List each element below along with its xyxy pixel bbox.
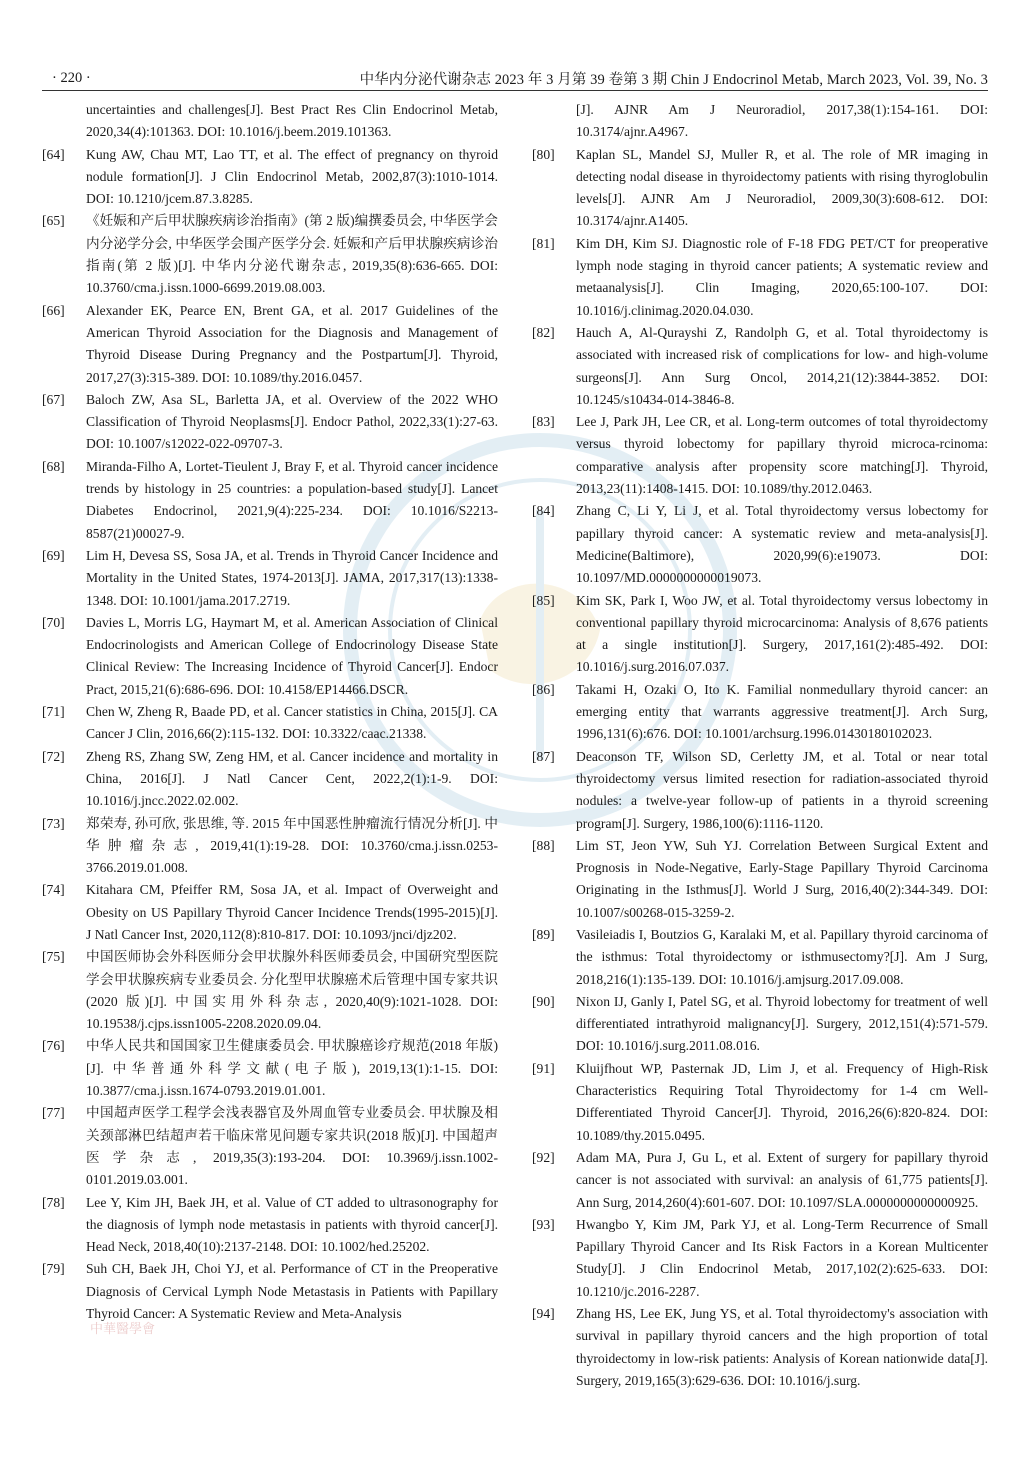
page-number: · 220 · — [52, 69, 91, 86]
reference-68: [68] Miranda-Filho A, Lortet-Tieulent J, Bray F, et al. Thyroid cancer incidence trends by histology in 25 countries: a population-based study[J]. Lancet Diabetes Endocrinol, 2021,9(4):225-234. DOI: 10.1016/S2213-8587(21)00027-9. — [42, 458, 498, 541]
reference-94: [94] Zhang HS, Lee EK, Jung YS, et al. Total thyroidectomy's association with survival in papillary thyroid cancers and the high proportion of total thyroidectomy in low-risk patients: Analysis of Korean nationwide data[J]. Surgery, 2019,165(3):629-636. DOI: 10.1016/j.surg. — [532, 1306, 988, 1388]
running-head: 中华内分泌代谢杂志 2023 年 3 月第 39 卷第 3 期 Chin J Endocrinol Metab, March 2023, Vol. 39, No. 3 — [359, 71, 988, 88]
reference-77: [77] 中国超声医学工程学会浅表器官及外周血管专业委员会. 甲状腺及相关颈部淋巴结超声若干临床常见问题专家共识(2018 版)[J]. 中国超声医学杂志, 2019,35(3):193-204. DOI: 10.3969/j.issn.1002-0101.2019.03.001. — [42, 1105, 498, 1188]
reference-71: [71] Chen W, Zheng R, Baade PD, et al. Cancer statistics in China, 2015[J]. CA Cancer J Clin, 2016,66(2):115-132. DOI: 10.3322/caac.21338. — [42, 704, 498, 742]
reference-66: [66] Alexander EK, Pearce EN, Brent GA, et al. 2017 Guidelines of the American Thyroid Association for the Diagnosis and Management of Thyroid Disease During Pregnancy and the Postpartum[J]. Thyroid, 2017,27(3):315-389. DOI: 10.1089/thy.2016.0457. — [42, 302, 498, 385]
reference-79: [79] Suh CH, Baek JH, Choi YJ, et al. Performance of CT in the Preoperative Diagnosis of Cervical Lymph Node Metastasis in Patients with Papillary Thyroid Cancer: A Systematic Review and Meta-Analysis — [42, 1261, 498, 1322]
reference-81: [81] Kim DH, Kim SJ. Diagnostic role of F-18 FDG PET/CT for preoperative lymph node staging in thyroid cancer patients; A systematic review and metaanalysis[J]. Clin Imaging, 2020,65:100-107. DOI: 10.1016/j.clinimag.2020.04.030. — [532, 235, 988, 318]
reference-78: [78] Lee Y, Kim JH, Baek JH, et al. Value of CT added to ultrasonography for the diagnosis of lymph node metastasis in patients with thyroid cancer[J]. Head Neck, 2018,40(10):2137-2148. DOI: 10.1002/hed.25202. — [42, 1194, 498, 1255]
reference-83: [83] Lee J, Park JH, Lee CR, et al. Long-term outcomes of total thyroidectomy versus thyroid lobectomy for papillary thyroid microca-rcinoma: comparative analysis after propensity score matching[J]. Thyroid, 2013,23(11):1408-1415. DOI: 10.1089/thy.2012.0463. — [532, 414, 988, 497]
reference-80: [80] Kaplan SL, Mandel SJ, Muller R, et al. The role of MR imaging in detecting nodal disease in thyroidectomy patients with rising thyroglobulin levels[J]. AJNR Am J Neuroradiol, 2009,30(3):608-612. DOI: 10.3174/ajnr.A1405. — [532, 146, 988, 229]
reference-87: [87] Deaconson TF, Wilson SD, Cerletty JM, et al. Total or near total thyroidectomy versus limited resection for radiation-associated thyroid nodules: a twelve-year follow-up of patients in a thyroid screening program[J]. Surgery, 1986,100(6):1116-1120. — [532, 748, 988, 831]
reference-89: [89] Vasileiadis I, Boutzios G, Karalaki M, et al. Papillary thyroid carcinoma of the isthmus: Total thyroidectomy or isthmusectomy?[J]. Am J Surg, 2018,216(1):135-139. DOI: 10.1016/j.amjsurg.2017.09.008. — [532, 926, 988, 987]
reference-72: [72] Zheng RS, Zhang SW, Zeng HM, et al. Cancer incidence and mortality in China, 2016[J]. J Natl Cancer Cent, 2022,2(1):1-9. DOI: 10.1016/j.jncc.2022.02.002. — [42, 748, 498, 809]
publisher-watermark: 中華醫學會 — [90, 1321, 156, 1336]
reference-69: [69] Lim H, Devesa SS, Sosa JA, et al. Trends in Thyroid Cancer Incidence and Mortality in the United States, 1974-2013[J]. JAMA, 2017,317(13):1338-1348. DOI: 10.1001/jama.2017.2719. — [42, 547, 498, 608]
reference-continuation: uncertainties and challenges[J]. Best Pract Res Clin Endocrinol Metab, 2020,34(4):101363. DOI: 10.1016/j.beem.2019.101363. — [86, 102, 498, 140]
reference-82: [82] Hauch A, Al-Qurayshi Z, Randolph G, et al. Total thyroidectomy is associated with increased risk of complications for low- and high-volume surgeons[J]. Ann Surg Oncol, 2014,21(12):3844-3852. DOI: 10.1245/s10434-014-3846-8. — [532, 324, 988, 407]
reference-90: [90] Nixon IJ, Ganly I, Patel SG, et al. Thyroid lobectomy for treatment of well differentiated intrathyroid malignancy[J]. Surgery, 2012,151(4):571-579. DOI: 10.1016/j.surg.2011.08.016. — [532, 993, 988, 1054]
reference-76: [76] 中华人民共和国国家卫生健康委员会. 甲状腺癌诊疗规范(2018 年版)[J]. 中华普通外科学文献(电子版), 2019,13(1):1-15. DOI: 10.3877/cma.j.issn.1674-0793.2019.01.001. — [42, 1038, 498, 1099]
reference-75: [75] 中国医师协会外科医师分会甲状腺外科医师委员会, 中国研究型医院学会甲状腺疾病专业委员会. 分化型甲状腺癌术后管理中国专家共识(2020 版)[J]. 中国实用外科杂志, 2020,40(9):1021-1028. DOI: 10.19538/j.cjps.issn1005-2208.2020.09.04. — [42, 949, 498, 1032]
reference-88: [88] Lim ST, Jeon YW, Suh YJ. Correlation Between Surgical Extent and Prognosis in Node-Negative, Early-Stage Papillary Thyroid Carcinoma Originating in the Isthmus[J]. World J Surg, 2016,40(2):344-349. DOI: 10.1007/s00268-015-3259-2. — [532, 837, 988, 920]
reference-86: [86] Takami H, Ozaki O, Ito K. Familial nonmedullary thyroid cancer: an emerging entity that warrants aggressive treatment[J]. Arch Surg, 1996,131(6):676. DOI: 10.1001/archsurg.1996.01430180102023. — [532, 681, 988, 742]
reference-continuation: [J]. AJNR Am J Neuroradiol, 2017,38(1):154-161. DOI: 10.3174/ajnr.A4967. — [576, 102, 988, 140]
reference-85: [85] Kim SK, Park I, Woo JW, et al. Total thyroidectomy versus lobectomy in conventional papillary thyroid microcarcinoma: Analysis of 8,676 patients at a single institution[J]. Surgery, 2017,161(2):485-492. DOI: 10.1016/j.surg.2016.07.037. — [532, 592, 988, 675]
left-column — [42, 99, 498, 1392]
reference-84: [84] Zhang C, Li Y, Li J, et al. Total thyroidectomy versus lobectomy for papillary thyroid cancer: A systematic review and meta-analysis[J]. Medicine(Baltimore), 2020,99(6):e19073. DOI: 10.1097/MD.0000000000019073. — [532, 503, 988, 586]
reference-93: [93] Hwangbo Y, Kim JM, Park YJ, et al. Long-Term Recurrence of Small Papillary Thyroid Cancer and Its Risk Factors in a Korean Multicenter Study[J]. J Clin Endocrinol Metab, 2017,102(2):625-633. DOI: 10.1210/jc.2016-2287. — [532, 1216, 988, 1299]
reference-64: [64] Kung AW, Chau MT, Lao TT, et al. The effect of pregnancy on thyroid nodule formation[J]. J Clin Endocrinol Metab, 2002,87(3):1010-1014. DOI: 10.1210/jcem.87.3.8285. — [42, 146, 498, 207]
reference-65: [65] 《妊娠和产后甲状腺疾病诊治指南》(第 2 版)编撰委员会, 中华医学会内分泌学分会, 中华医学会围产医学分会. 妊娠和产后甲状腺疾病诊治指南(第 2 版)[J]. 中华内分泌代谢杂志, 2019,35(8):636-665. DOI: 10.3760/cma.j.issn.1000-6699.2019.08.003. — [42, 213, 498, 296]
reference-74: [74] Kitahara CM, Pfeiffer RM, Sosa JA, et al. Impact of Overweight and Obesity on US Papillary Thyroid Cancer Incidence Trends(1995-2015)[J]. J Natl Cancer Inst, 2020,112(8):810-817. DOI: 10.1093/jnci/djz202. — [42, 882, 498, 942]
reference-73: [73] 郑荣寿, 孙可欣, 张思维, 等. 2015 年中国恶性肿瘤流行情况分析[J]. 中华肿瘤杂志, 2019,41(1):19-28. DOI: 10.3760/cma.j.issn.0253-3766.2019.01.008. — [42, 815, 498, 876]
reference-91: [91] Kluijfhout WP, Pasternak JD, Lim J, et al. Frequency of High-Risk Characteristics Requiring Total Thyroidectomy for 1-4 cm Well-Differentiated Thyroid Cancer[J]. Thyroid, 2016,26(6):820-824. DOI: 10.1089/thy.2015.0495. — [532, 1060, 988, 1143]
page-header — [42, 66, 988, 91]
reference-67: [67] Baloch ZW, Asa SL, Barletta JA, et al. Overview of the 2022 WHO Classification of Thyroid Neoplasms[J]. Endocr Pathol, 2022,33(1):27-63. DOI: 10.1007/s12022-022-09707-3. — [42, 391, 498, 452]
right-column — [532, 99, 988, 1392]
reference-92: [92] Adam MA, Pura J, Gu L, et al. Extent of surgery for papillary thyroid cancer is not associated with survival: an analysis of 61,775 patients[J]. Ann Surg, 2014,260(4):601-607. DOI: 10.1097/SLA.0000000000000925. — [532, 1149, 988, 1210]
reference-70: [70] Davies L, Morris LG, Haymart M, et al. American Association of Clinical Endocrinologists and American College of Endocrinology Disease State Clinical Review: The Increasing Incidence of Thyroid Cancer[J]. Endocr Pract, 2015,21(6):686-696. DOI: 10.4158/EP14466.DSCR. — [42, 614, 498, 697]
